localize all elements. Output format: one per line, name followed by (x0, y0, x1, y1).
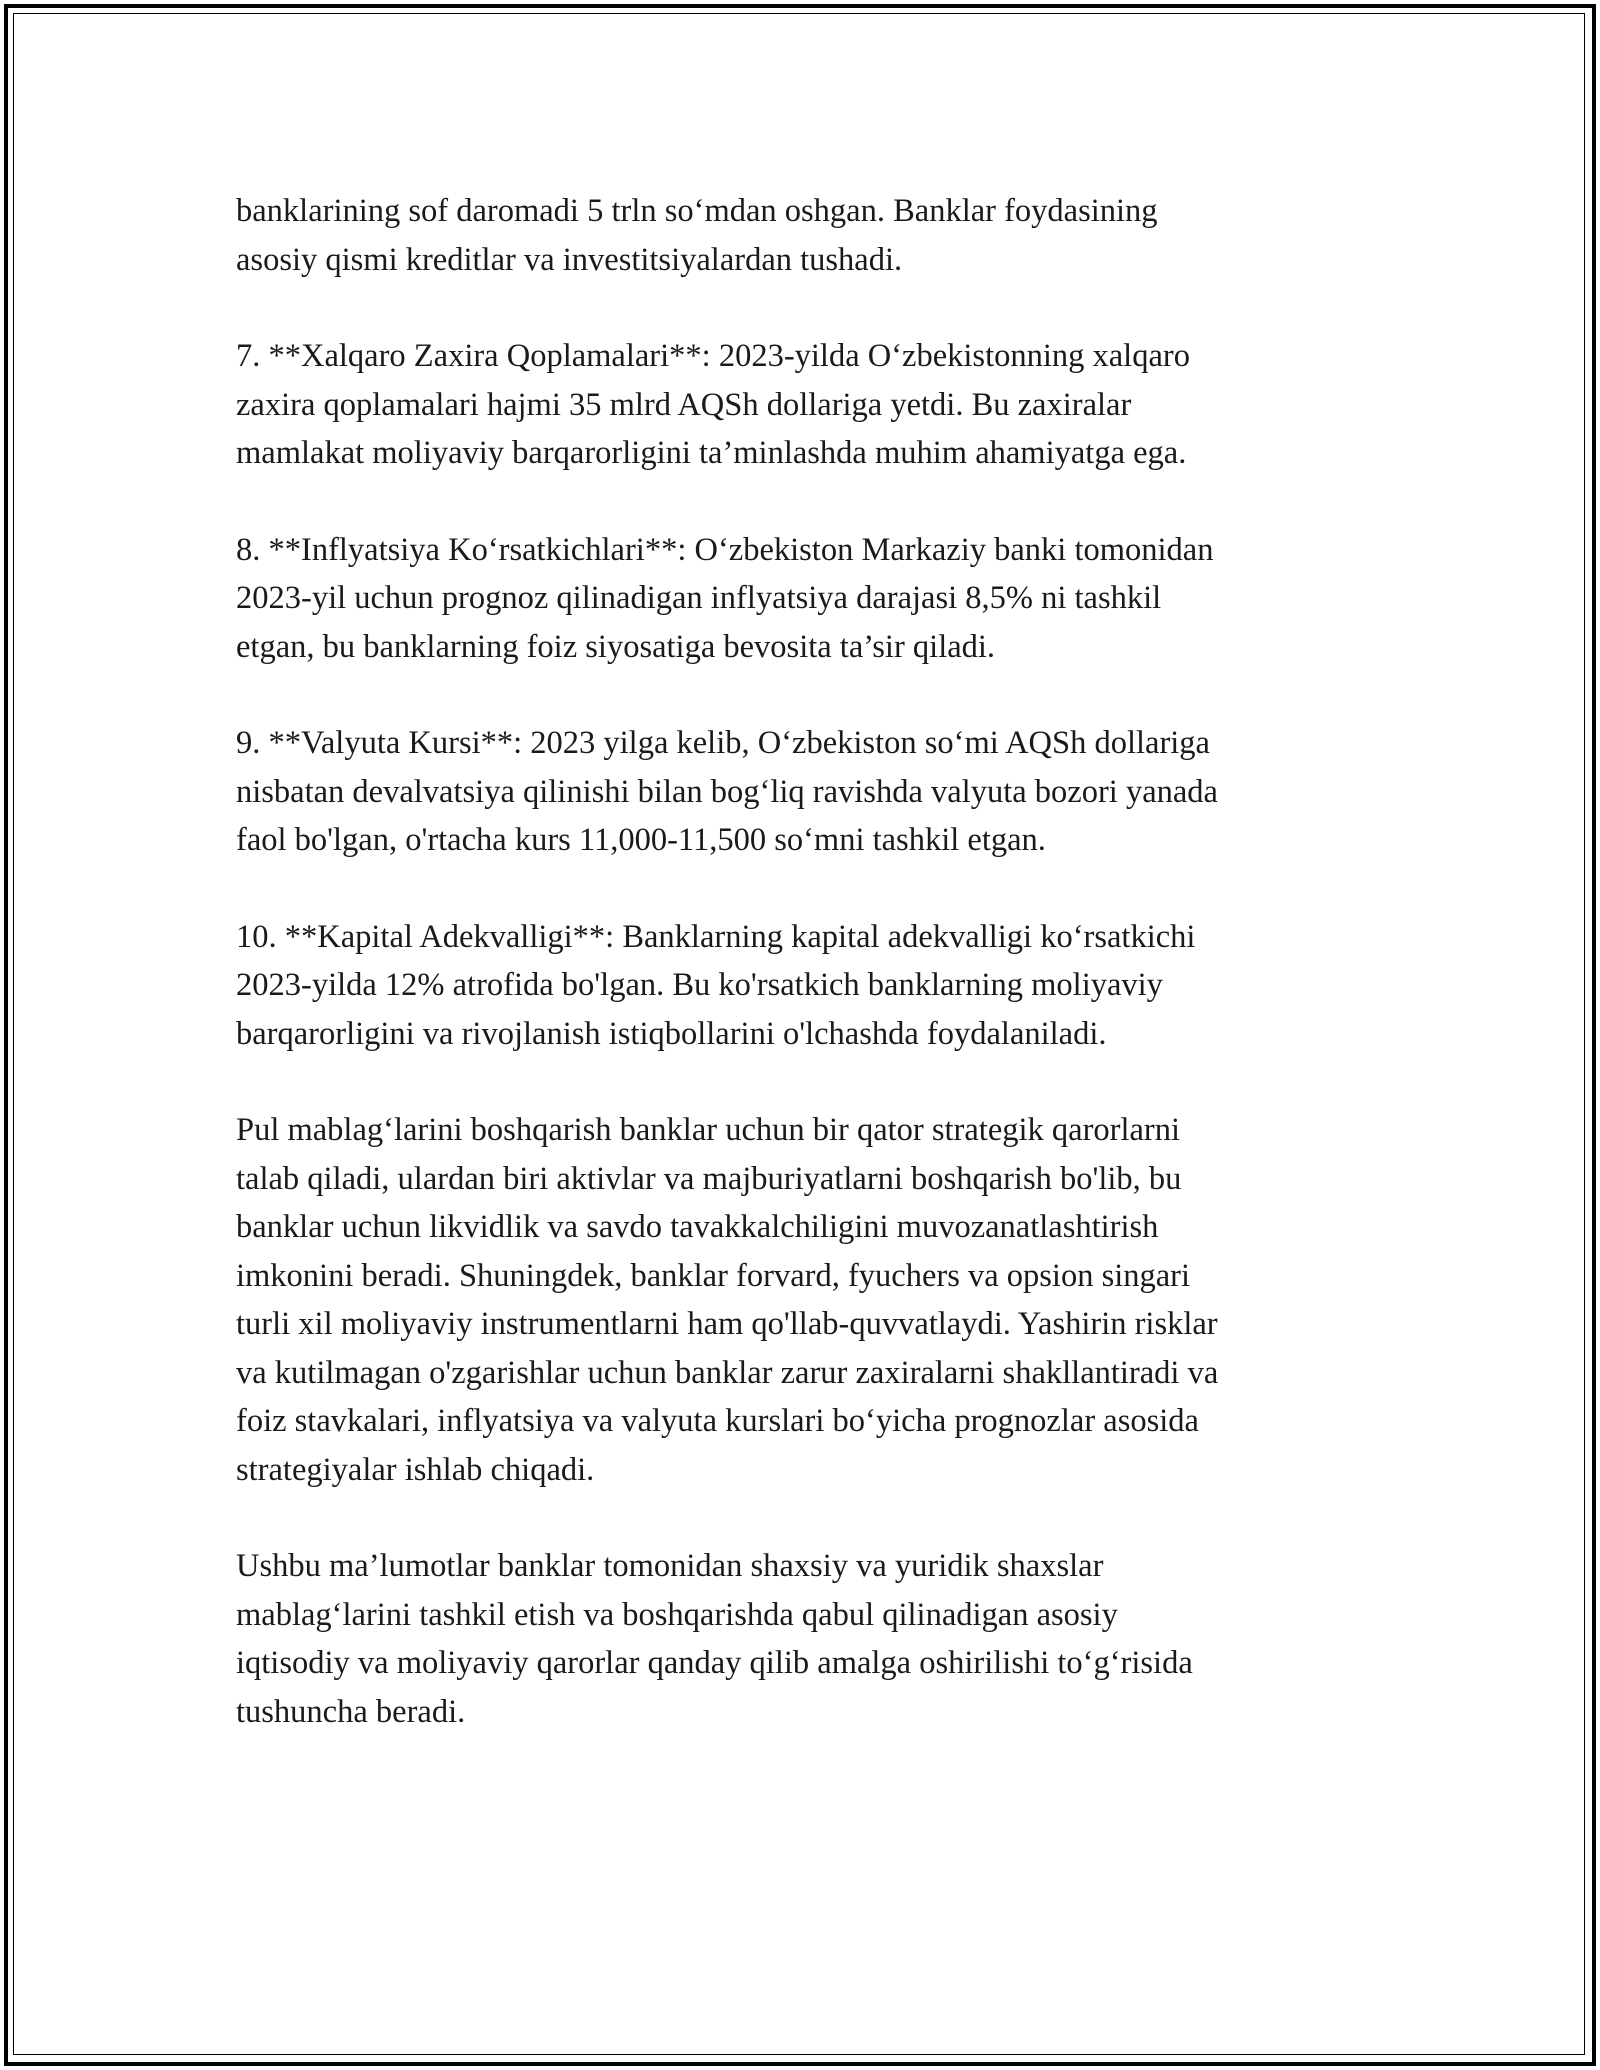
paragraph-exchange-rate: 9. **Valyuta Kursi**: 2023 yilga kelib, O‘zbekiston so‘mi AQSh dollariga nisbatan devalvatsiya qilinishi bilan bog‘liq ravishda valyuta bozori yanada faol bo'lgan, o'rtacha kurs 11,000-11,500 so‘mni tashkil etgan. (236, 725, 1218, 858)
paragraph-fund-management: Pul mablag‘larini boshqarish banklar uchun bir qator strategik qarorlarni talab qiladi, ulardan biri aktivlar va majburiyatlarni boshqarish bo'lib, bu banklar uchun likvidlik va savdo tavakkalchiligini muvozanatlashtirish imkonini beradi. Shuningdek, banklar forvard, fyuchers va opsion singari turli xil moliyaviy instrumentlarni ham qo'llab-quvvatlaydi. Yashirin risklar va kutilmagan o'zgarishlar uchun banklar zarur zaxiralarni shakllantiradi va foiz stavkalari, inflyatsiya va valyuta kurslari bo‘yicha prognozlar asosida strategiyalar ishlab chiqadi. (236, 1112, 1219, 1488)
paragraph-bank-income: banklarining sof daromadi 5 trln so‘mdan oshgan. Banklar foydasining asosiy qismi kreditlar va investitsiyalardan tushadi. (236, 193, 1158, 278)
paragraph-capital-adequacy: 10. **Kapital Adekvalligi**: Banklarning kapital adekvalligi ko‘rsatkichi 2023-yilda 12% atrofida bo'lgan. Bu ko'rsatkich banklarning moliyaviy barqarorligini va rivojlanish istiqbollarini o'lchashda foydalaniladi. (236, 918, 1196, 1052)
paragraph-inflation: 8. **Inflyatsiya Ko‘rsatkichlari**: O‘zbekiston Markaziy banki tomonidan 2023-yil uchun prognoz qilinadigan inflyatsiya darajasi 8,5% ni tashkil etgan, bu banklarning foiz siyosatiga bevosita ta’sir qiladi. (236, 531, 1214, 665)
document-body (236, 187, 1366, 1784)
paragraph-conclusion: Ushbu ma’lumotlar banklar tomonidan shaxsiy va yuridik shaxslar mablag‘larini tashkil etish va boshqarishda qabul qilinadigan asosiy iqtisodiy va moliyaviy qarorlar qanday qilib amalga oshirilishi to‘g‘risida tushuncha beradi. (236, 1548, 1193, 1730)
paragraph-reserves: 7. **Xalqaro Zaxira Qoplamalari**: 2023-yilda O‘zbekistonning xalqaro zaxira qoplamalari hajmi 35 mlrd AQSh dollariga yetdi. Bu zaxiralar mamlakat moliyaviy barqarorligini ta’minlashda muhim ahamiyatga ega. (236, 338, 1190, 471)
